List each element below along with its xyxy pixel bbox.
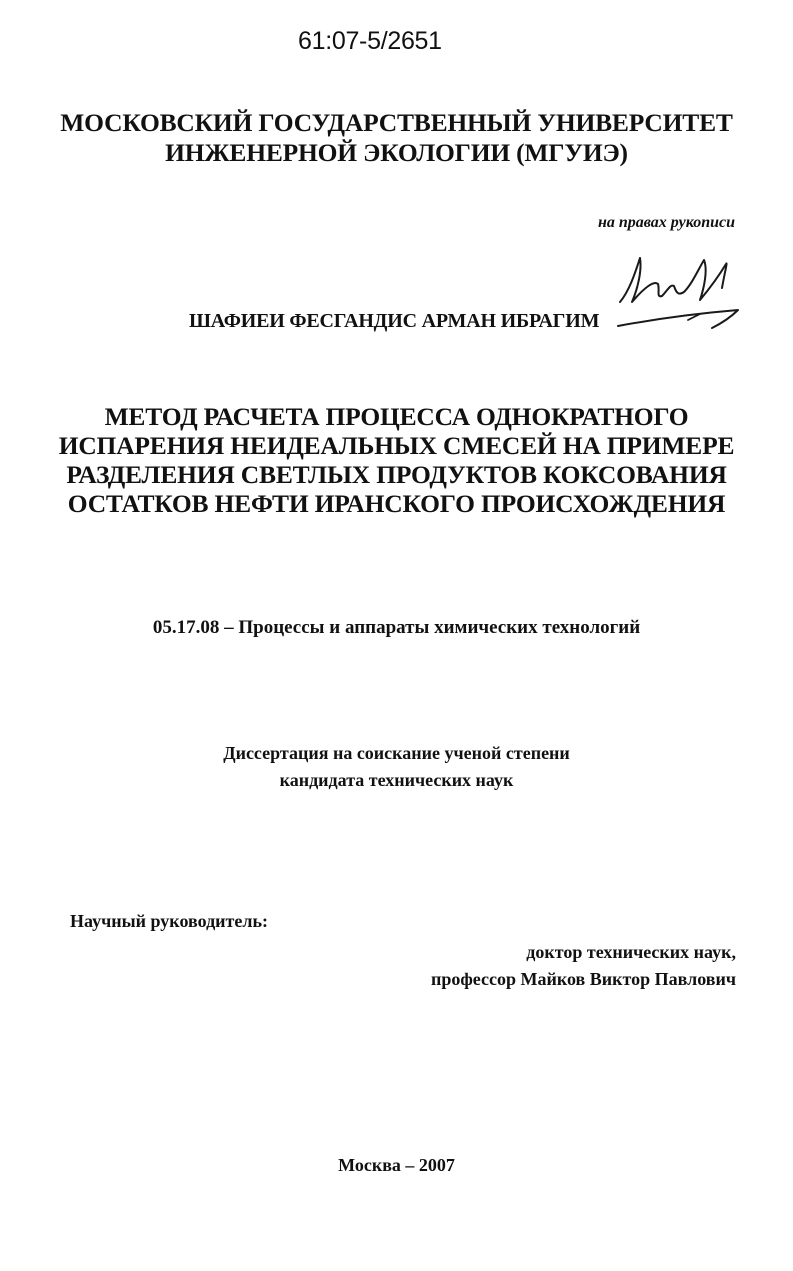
city-year: Москва – 2007 [338,1155,455,1175]
degree-line-1: Диссертация на соискание ученой степени [223,743,570,763]
degree-line-2: кандидата технических наук [279,770,514,790]
title-line-3: РАЗДЕЛЕНИЯ СВЕТЛЫХ ПРОДУКТОВ КОКСОВАНИЯ [66,460,727,489]
degree-statement [0,740,793,794]
title-line-2: ИСПАРЕНИЯ НЕИДЕАЛЬНЫХ СМЕСЕЙ НА ПРИМЕРЕ [58,431,735,460]
advisor-details [431,939,736,993]
specialty-code: 05.17.08 – Процессы и аппараты химических технологий [152,617,641,638]
dissertation-title [0,402,793,518]
catalog-number: 61:07-5/2651 [298,27,442,55]
advisor-name: профессор Майков Виктор Павлович [430,969,736,989]
advisor-degree: доктор технических наук, [526,942,736,962]
advisor-label: Научный руководитель: [70,911,268,931]
manuscript-rights-note: на правах рукописи [597,214,735,231]
university-line-2: ИНЖЕНЕРНОЙ ЭКОЛОГИИ (МГУИЭ) [165,138,628,167]
author-name: ШАФИЕИ ФЕСГАНДИС АРМАН ИБРАГИМ [189,310,600,332]
title-line-4: ОСТАТКОВ НЕФТИ ИРАНСКОГО ПРОИСХОЖДЕНИЯ [67,489,726,518]
signature-image [600,240,750,340]
title-line-1: МЕТОД РАСЧЕТА ПРОЦЕССА ОДНОКРАТНОГО [104,402,689,431]
university-line-1: МОСКОВСКИЙ ГОСУДАРСТВЕННЫЙ УНИВЕРСИТЕТ [60,108,733,137]
university-name [0,108,793,168]
